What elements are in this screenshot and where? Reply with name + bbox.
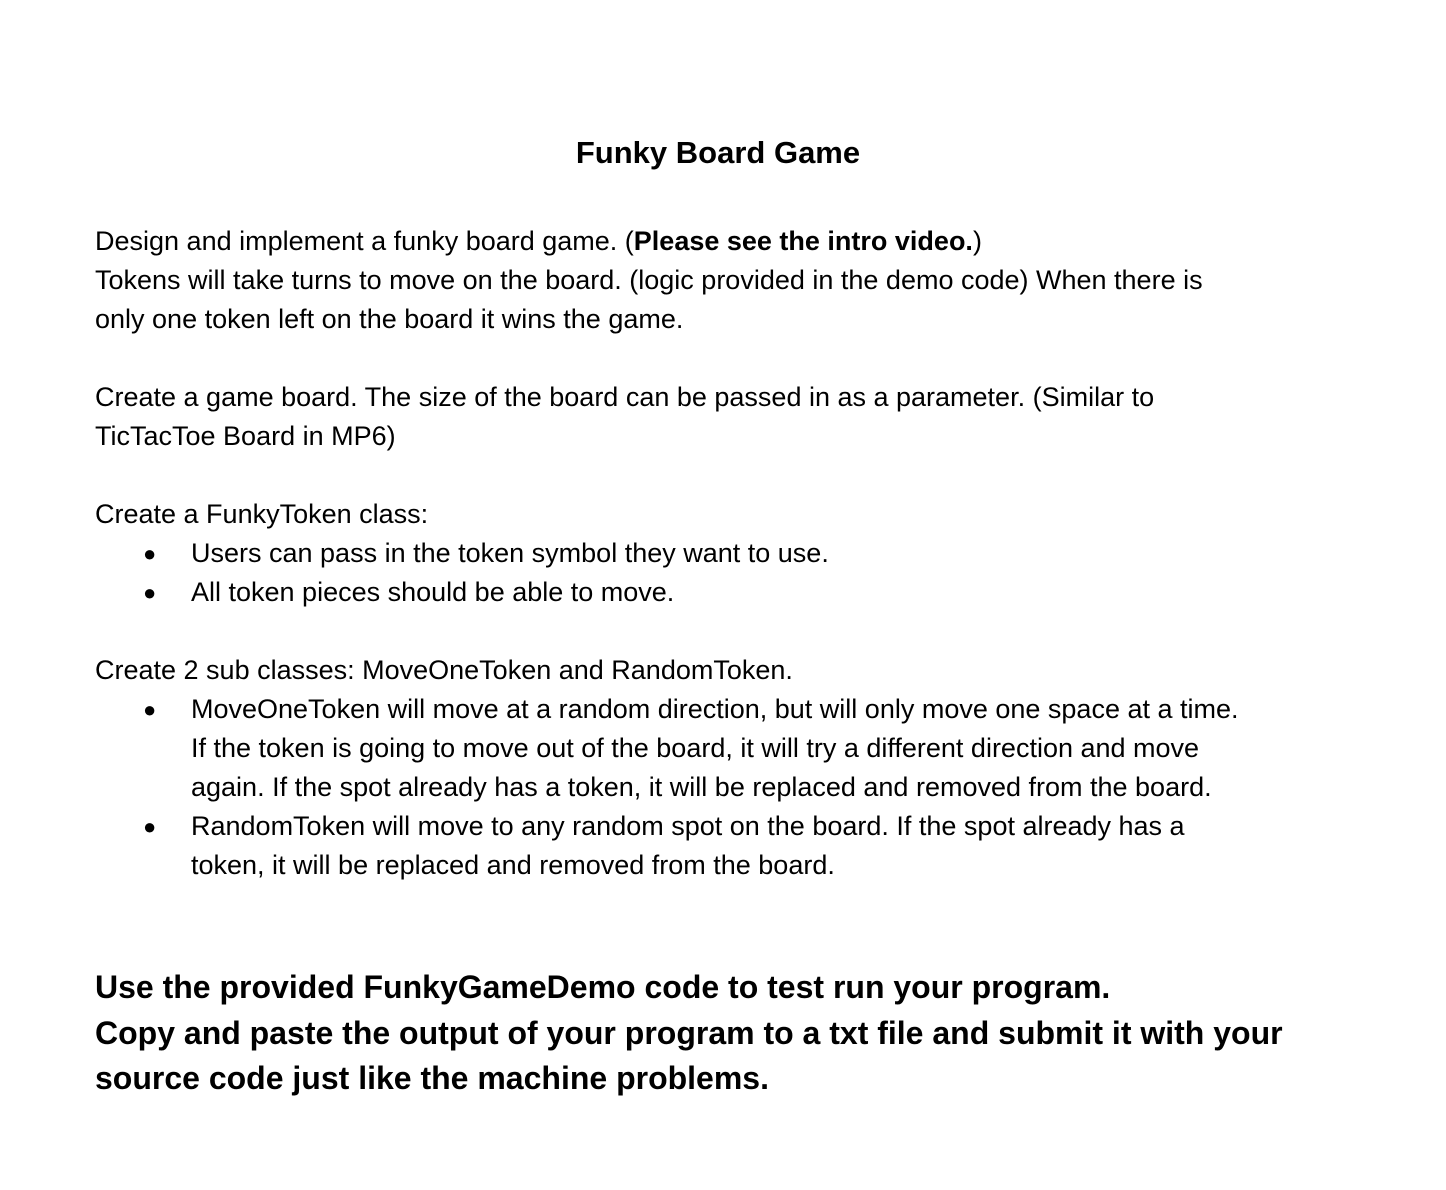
intro-text-close: ) bbox=[972, 226, 982, 256]
intro-section bbox=[95, 222, 1355, 339]
bullet-text: again. If the spot already has a token, it will be replaced and removed from the board. bbox=[191, 772, 1212, 802]
page-title: Funky Board Game bbox=[575, 135, 861, 170]
list-item-randomtoken bbox=[95, 807, 1355, 885]
list-item-moveonetoken bbox=[95, 690, 1355, 807]
board-line-2: TicTacToe Board in MP6) bbox=[95, 421, 396, 451]
submission-instructions bbox=[95, 965, 1375, 1102]
bullet-text: Users can pass in the token symbol they want to use. bbox=[191, 538, 829, 568]
intro-line-1 bbox=[95, 222, 1355, 261]
subclasses-section bbox=[95, 651, 1355, 885]
bullet-icon: ● bbox=[143, 697, 157, 722]
bullet-icon: ● bbox=[143, 580, 157, 605]
token-class-heading: Create a FunkyToken class: bbox=[95, 499, 429, 529]
bullet-text: If the token is going to move out of the board, it will try a different direction and move bbox=[191, 733, 1200, 763]
board-line-1: Create a game board. The size of the board can be passed in as a parameter. (Similar to bbox=[95, 382, 1155, 412]
bullet-text: MoveOneToken will move at a random direction, but will only move one space at a time. bbox=[191, 694, 1239, 724]
board-section bbox=[95, 378, 1355, 456]
bullet-text: RandomToken will move to any random spot on the board. If the spot already has a bbox=[191, 811, 1185, 841]
final-line-2: Copy and paste the output of your program to a txt file and submit it with your bbox=[95, 1014, 1283, 1051]
bullet-icon: ● bbox=[143, 541, 157, 566]
token-class-section bbox=[95, 495, 1355, 612]
bullet-text: token, it will be replaced and removed from the board. bbox=[191, 850, 835, 880]
intro-video-note: Please see the intro video. bbox=[633, 226, 973, 256]
subclasses-heading: Create 2 sub classes: MoveOneToken and RandomToken. bbox=[95, 655, 793, 685]
final-line-1: Use the provided FunkyGameDemo code to test run your program. bbox=[95, 969, 1111, 1005]
bullet-icon: ● bbox=[143, 814, 157, 839]
intro-text: Design and implement a funky board game. ( bbox=[95, 226, 634, 256]
intro-line-2: Tokens will take turns to move on the board. (logic provided in the demo code) When there is bbox=[95, 265, 1203, 295]
list-item bbox=[95, 573, 1355, 612]
bullet-text: All token pieces should be able to move. bbox=[191, 577, 675, 607]
final-line-3: source code just like the machine problems. bbox=[95, 1060, 769, 1096]
intro-line-3: only one token left on the board it wins the game. bbox=[95, 304, 684, 334]
list-item bbox=[95, 534, 1355, 573]
